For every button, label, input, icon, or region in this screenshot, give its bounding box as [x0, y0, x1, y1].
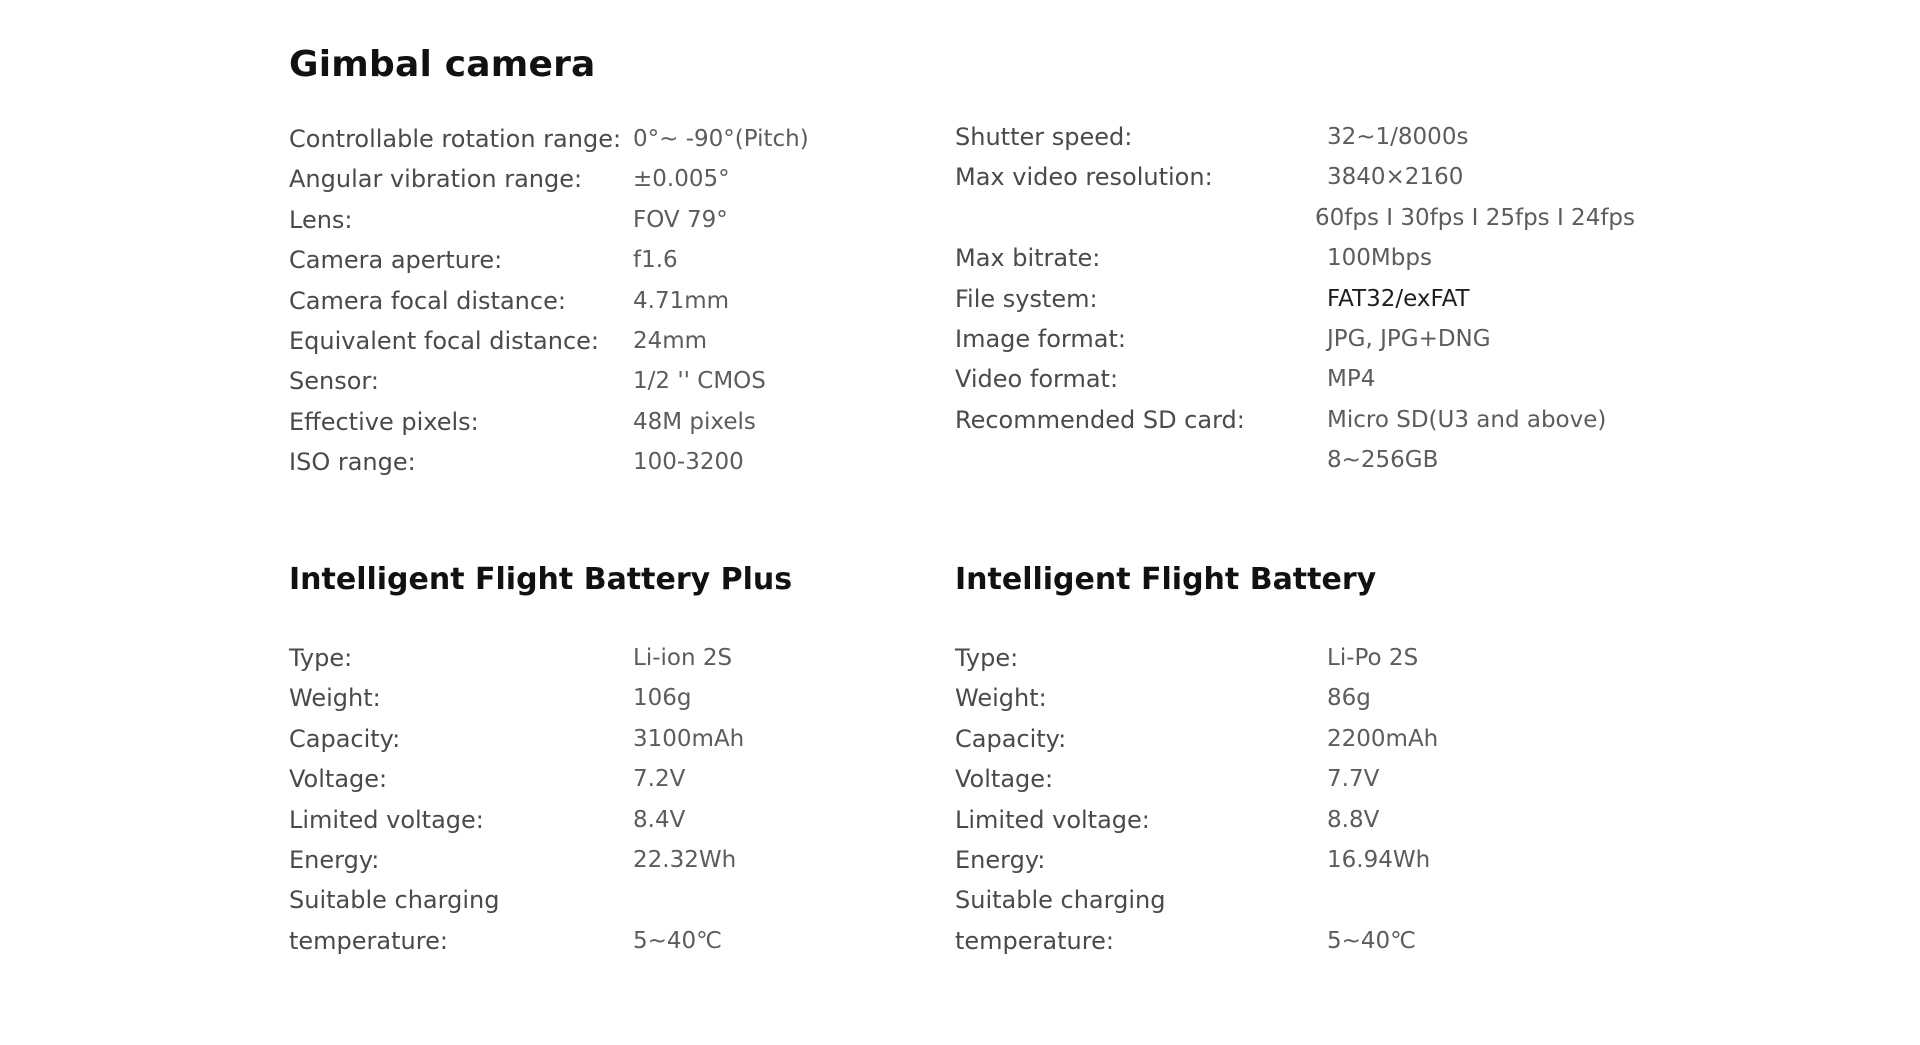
gimbal-spec-list-right — [955, 117, 1655, 481]
spec-row — [289, 880, 909, 920]
spec-value: f1.6 — [633, 247, 678, 274]
spec-label: File system: — [955, 284, 1098, 313]
spec-value: 1/2 '' CMOS — [633, 368, 766, 395]
spec-value: 100-3200 — [633, 449, 744, 476]
spec-row — [955, 800, 1575, 840]
spec-label: Shutter speed: — [955, 123, 1133, 151]
spec-row — [289, 759, 909, 799]
spec-value: 8.8V — [1327, 806, 1380, 833]
battery-title: Intelligent Flight Battery — [955, 562, 1377, 597]
spec-row — [289, 240, 909, 280]
spec-value: 7.2V — [633, 766, 686, 793]
spec-value: 5~40℃ — [1327, 927, 1417, 954]
spec-row — [955, 638, 1575, 678]
spec-row — [289, 361, 909, 401]
spec-label: Max bitrate: — [955, 244, 1101, 273]
spec-row — [955, 359, 1655, 399]
gimbal-spec-list-left — [289, 119, 909, 483]
spec-label: Type: — [289, 644, 353, 672]
spec-label: Controllable rotation range: — [289, 125, 622, 153]
spec-value: 106g — [633, 685, 692, 712]
spec-label: Type: — [955, 644, 1019, 672]
spec-label: Image format: — [955, 324, 1126, 353]
spec-value: JPG, JPG+DNG — [1327, 325, 1491, 352]
spec-row — [289, 119, 909, 159]
spec-label: Effective pixels: — [289, 407, 479, 436]
spec-row — [955, 117, 1655, 157]
spec-value: Micro SD(U3 and above) — [1327, 406, 1607, 433]
spec-value: 4.71mm — [633, 287, 730, 314]
spec-label: Limited voltage: — [289, 805, 484, 834]
spec-value: FOV 79° — [633, 206, 728, 233]
spec-label: Max video resolution: — [955, 163, 1213, 192]
spec-label: Video format: — [955, 365, 1119, 394]
spec-label: Energy: — [955, 845, 1046, 874]
spec-row — [955, 678, 1575, 718]
spec-label: Lens: — [289, 205, 353, 234]
spec-row — [955, 759, 1575, 799]
spec-row — [955, 921, 1575, 961]
spec-label: Suitable charging — [289, 886, 500, 915]
spec-row — [289, 921, 909, 961]
spec-row — [955, 400, 1655, 440]
spec-row — [289, 281, 909, 321]
battery-plus-title: Intelligent Flight Battery Plus — [289, 562, 793, 597]
spec-row — [955, 279, 1655, 319]
spec-value: Li-ion 2S — [633, 645, 733, 671]
spec-label: Sensor: — [289, 367, 379, 396]
spec-label: Equivalent focal distance: — [289, 326, 599, 355]
spec-label: Weight: — [955, 684, 1047, 713]
spec-label: Recommended SD card: — [955, 405, 1245, 434]
spec-label: Suitable charging — [955, 886, 1166, 915]
spec-label: temperature: — [289, 926, 448, 955]
spec-label: ISO range: — [289, 448, 416, 477]
spec-row — [955, 238, 1655, 278]
spec-value: 5~40℃ — [633, 927, 723, 954]
spec-label: Energy: — [289, 845, 380, 874]
spec-row — [289, 321, 909, 361]
spec-row — [955, 719, 1575, 759]
spec-value: 24mm — [633, 327, 708, 354]
spec-value: FAT32/exFAT — [1327, 285, 1470, 312]
spec-value: 8~256GB — [1327, 447, 1439, 474]
battery-plus-spec-list — [289, 638, 909, 961]
spec-value: 7.7V — [1327, 766, 1380, 793]
spec-value: 8.4V — [633, 806, 686, 833]
spec-value: 86g — [1327, 685, 1371, 712]
spec-value: MP4 — [1327, 366, 1376, 393]
spec-label: Camera aperture: — [289, 246, 503, 275]
spec-value: 48M pixels — [633, 408, 756, 435]
spec-value: 16.94Wh — [1327, 846, 1431, 873]
spec-label: Capacity: — [289, 724, 401, 753]
spec-row — [955, 157, 1655, 197]
spec-row — [289, 442, 909, 482]
spec-row — [289, 159, 909, 199]
spec-row — [289, 402, 909, 442]
spec-label: Voltage: — [955, 765, 1054, 794]
spec-label: temperature: — [955, 926, 1114, 955]
spec-value: ±0.005° — [633, 166, 730, 193]
spec-row — [289, 678, 909, 718]
spec-label: Camera focal distance: — [289, 286, 566, 315]
spec-label: Weight: — [289, 684, 381, 713]
spec-value: 2200mAh — [1327, 725, 1439, 752]
gimbal-camera-title: Gimbal camera — [289, 44, 596, 85]
spec-label: Voltage: — [289, 765, 388, 794]
spec-value: 3100mAh — [633, 725, 745, 752]
spec-row — [955, 880, 1575, 920]
spec-row — [289, 719, 909, 759]
spec-value: 0°~ -90°(Pitch) — [633, 126, 809, 152]
spec-value: 3840×2160 — [1327, 164, 1464, 191]
spec-value: 60fps I 30fps I 25fps I 24fps — [1315, 204, 1636, 231]
spec-value: 100Mbps — [1327, 245, 1432, 272]
spec-value: 32~1/8000s — [1327, 124, 1469, 150]
spec-row — [289, 638, 909, 678]
spec-label: Capacity: — [955, 724, 1067, 753]
spec-row — [955, 198, 1655, 238]
spec-value: 22.32Wh — [633, 846, 737, 873]
spec-row — [955, 840, 1575, 880]
spec-label: Limited voltage: — [955, 805, 1150, 834]
spec-label: Angular vibration range: — [289, 165, 583, 194]
battery-spec-list — [955, 638, 1575, 961]
spec-value: Li-Po 2S — [1327, 645, 1419, 671]
spec-row — [955, 440, 1655, 480]
spec-row — [289, 800, 909, 840]
spec-row — [289, 840, 909, 880]
spec-row — [955, 319, 1655, 359]
spec-row — [289, 200, 909, 240]
